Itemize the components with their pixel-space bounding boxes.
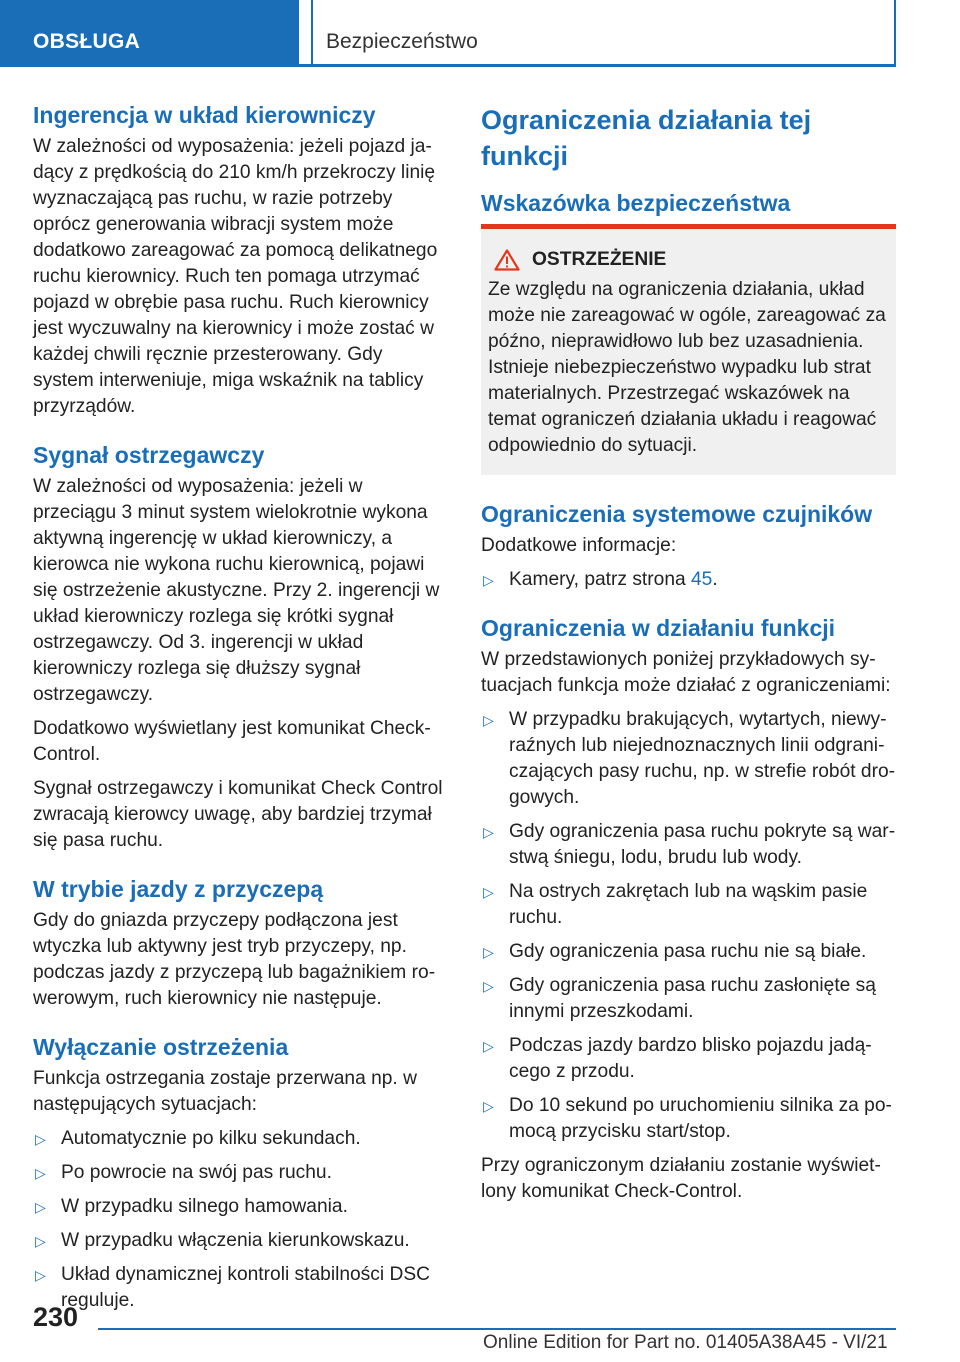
- triangle-bullet-icon: ▷: [35, 1131, 46, 1147]
- section-tab: [0, 0, 299, 64]
- page-footer: [0, 1290, 960, 1362]
- warning-triangle-icon: [494, 249, 520, 271]
- page-reference-link[interactable]: 45: [691, 569, 713, 590]
- triangle-bullet-icon: ▷: [35, 1199, 46, 1215]
- list-item: ▷ W przypadku silnego hamowania.: [33, 1194, 448, 1220]
- triangle-bullet-icon: ▷: [35, 1165, 46, 1181]
- paragraph: Dodatkowe informacje:: [481, 535, 677, 556]
- list-item: ▷ Na ostrych zakrętach lub na wąskim pasie ruchu.: [483, 881, 868, 928]
- triangle-bullet-icon: ▷: [483, 1098, 494, 1114]
- triangle-bullet-icon: ▷: [483, 824, 494, 840]
- triangle-bullet-icon: ▷: [483, 712, 494, 728]
- heading-warning-signal: Sygnał ostrzegawczy: [33, 442, 265, 468]
- triangle-bullet-icon: ▷: [483, 944, 494, 960]
- heading-function-limits: Ograniczenia działania tej funkcji: [481, 105, 812, 171]
- triangle-bullet-icon: ▷: [483, 572, 494, 588]
- chapter-label: Bezpieczeństwo: [326, 30, 478, 53]
- heading-sensor-limits: Ograniczenia systemowe czujników: [481, 501, 873, 527]
- list-item: ▷ Gdy ograniczenia pasa ruchu zasłonięte są innymi przeszkodami.: [483, 975, 876, 1022]
- warning-text: Ze względu na ograniczenia działania, układ może nie zareagować w ogóle, zareagować za późno, nieprawidłowo lub bez uzasadnienia. Istnieje niebezpieczeństwo wypadku lub strat materialnych. Przestrzegać wskazówek na temat ograniczeń działania układu i reagować odpowiednio do sytuacji.: [488, 279, 886, 456]
- list-item: ▷ Po powrocie na swój pas ruchu.: [33, 1160, 448, 1186]
- list-item: ▷ Podczas jazdy bardzo blisko pojazdu jadącego z przodu.: [483, 1035, 872, 1082]
- heading-disable-warning: Wyłączanie ostrzeżenia: [33, 1034, 289, 1060]
- chapter-box: [311, 0, 896, 64]
- warning-header: [488, 249, 889, 271]
- page-header: [0, 0, 960, 68]
- footer-divider: [98, 1328, 896, 1330]
- bullet-list: [481, 567, 896, 593]
- bullet-list: [481, 707, 896, 1145]
- heading-safety-note: Wskazówka bezpieczeństwa: [481, 190, 791, 216]
- paragraph: W przedstawionych poniżej przykładowych sytuacjach funkcja może działać z ograniczeniami:: [481, 649, 891, 696]
- list-item: ▷ Do 10 sekund po uruchomieniu silnika za pomocą przycisku start/stop.: [483, 1095, 892, 1142]
- list-item: ▷ W przypadku brakujących, wytartych, niewyraźnych lub niejednoznacznych linii odgraniczających pasy ruchu, np. w strefie robót drogowych.: [483, 709, 896, 808]
- triangle-bullet-icon: ▷: [35, 1267, 46, 1283]
- edition-label: Online Edition for Part no. 01405A38A45 - VI/21: [483, 1332, 888, 1353]
- paragraph: Dodatkowo wyświetlany jest komunikat Check-Control.: [33, 718, 431, 765]
- list-item: ▷ Układ dynamicznej kontroli stabilności DSC reguluje.: [35, 1264, 430, 1311]
- paragraph: W zależności od wyposażenia: jeżeli w przeciągu 3 minut system wielokrotnie wykona aktywną ingerencję w układ kierowniczy, a kierowca nie wykona ruchu kierownicą, pojawi się ostrzeżenie akustyczne. Przy 2. ingerencji w układ kierowniczy rozlega się krótki sygnał ostrzegawczy. Od 3. ingerencji w układ kierowniczy rozlega się dłuższy sygnał ostrzegawczy.: [33, 476, 440, 705]
- bullet-list: [33, 1126, 448, 1314]
- triangle-bullet-icon: ▷: [483, 884, 494, 900]
- right-column: [481, 100, 896, 1213]
- warning-box: [481, 224, 896, 475]
- heading-steering-intervention: Ingerencja w układ kierowniczy: [33, 102, 376, 128]
- triangle-bullet-icon: ▷: [483, 978, 494, 994]
- heading-trailer-mode: W trybie jazdy z przyczepą: [33, 876, 324, 902]
- paragraph: Gdy do gniazda przyczepy podłączona jest wtyczka lub aktywny jest tryb przyczepy, np. podczas jazdy z przyczepą lub bagażnikiem rowerowym, ruch kierownicy nie następuje.: [33, 910, 436, 1009]
- triangle-bullet-icon: ▷: [35, 1233, 46, 1249]
- header-divider: [0, 64, 896, 67]
- warning-label: OSTRZEŻENIE: [532, 249, 667, 270]
- paragraph: Funkcja ostrzegania zostaje przerwana np. w następujących sytuacjach:: [33, 1068, 417, 1115]
- list-item: ▷ W przypadku włączenia kierunkowskazu.: [33, 1228, 448, 1254]
- list-item: ▷ Gdy ograniczenia pasa ruchu nie są białe.: [481, 939, 896, 965]
- list-item: ▷ Gdy ograniczenia pasa ruchu pokryte są warstwą śniegu, lodu, brudu lub wody.: [483, 821, 896, 868]
- paragraph: Sygnał ostrzegawczy i komunikat Check Control zwracają kierowcy uwagę, aby bardziej trzymał się pasa ruchu.: [33, 778, 443, 851]
- page-number: 230: [33, 1302, 79, 1332]
- section-label: OBSŁUGA: [33, 30, 141, 53]
- paragraph: Przy ograniczonym działaniu zostanie wyświetlony komunikat Check-Control.: [481, 1155, 881, 1202]
- triangle-bullet-icon: ▷: [483, 1038, 494, 1054]
- left-column: [33, 100, 448, 1322]
- paragraph: W zależności od wyposażenia: jeżeli pojazd jadący z prędkością do 210 km/h przekroczy linię wyznaczającą pas ruchu, w razie potrzeby oprócz generowania wibracji system może dodatkowo zareagować za pomocą delikatnego ruchu kierownicy. Ruch ten pomaga utrzymać pojazd w obrębie pasa ruchu. Ruch kierownicy jest wyczuwalny na kierownicy i może zostać w każdej chwili ręcznie przesterowany. Gdy system interweniuje, miga wskaźnik na tablicy przyrządów.: [33, 136, 438, 417]
- list-item: ▷ Kamery, patrz strona 45.: [481, 567, 896, 593]
- heading-operation-limits: Ograniczenia w działaniu funkcji: [481, 615, 836, 641]
- list-item: ▷ Automatycznie po kilku sekundach.: [33, 1126, 448, 1152]
